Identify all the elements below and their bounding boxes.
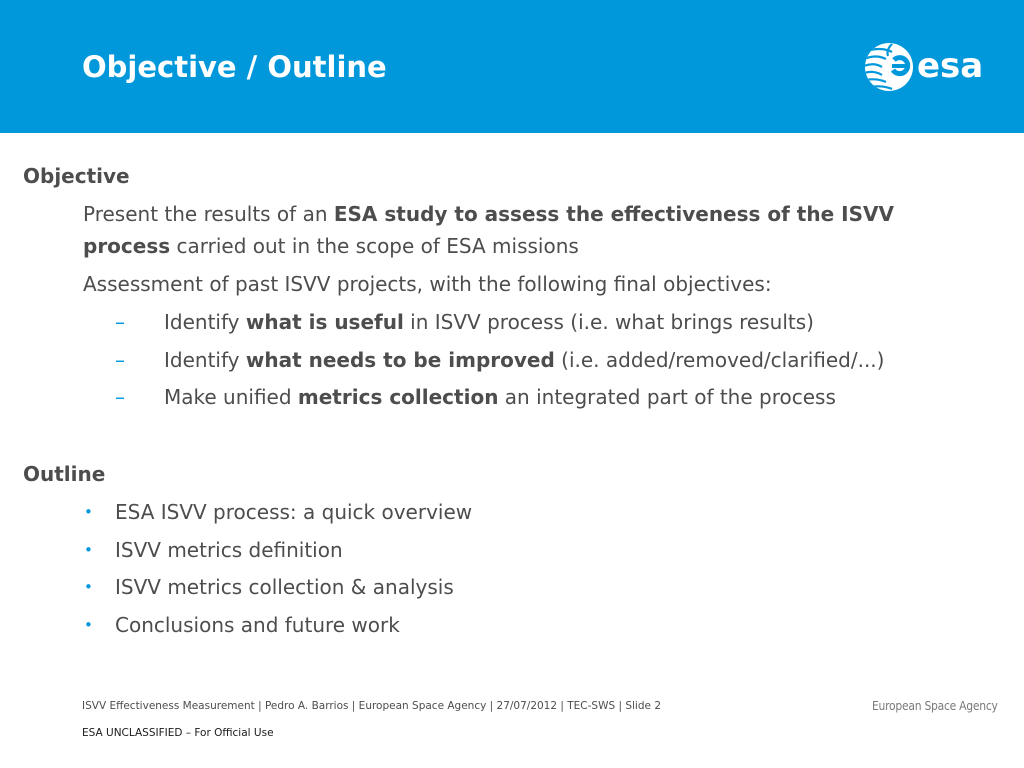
bullet-marker: • [84,578,93,596]
bullet-marker: • [84,503,93,521]
slide-title: Objective / Outline [82,50,387,84]
objective-heading: Objective [23,164,130,188]
outline-item-text: ISVV metrics collection & analysis [115,575,454,599]
bullet-marker: • [84,541,93,559]
item-bold: metrics collection [297,385,499,409]
outline-heading: Outline [23,462,106,486]
para1-text-after: carried out in the scope of ESA missions [170,234,579,258]
item-post: in ISVV process (i.e. what brings results) [403,310,814,334]
logo-wordmark: esa [917,46,984,86]
objective-paragraph-1 [83,198,983,262]
objective-item-text [164,383,836,411]
objective-paragraph-2: Assessment of past ISVV projects, with the following final objectives: [83,272,772,296]
dash-marker: – [115,385,125,409]
item-pre: Make unified [164,385,298,409]
item-pre: Identify [164,348,246,372]
para1-text-before: Present the results of an [83,202,334,226]
item-bold: what is useful [245,310,404,334]
outline-item-text: ISVV metrics definition [115,538,343,562]
para1-text-bold: ESA study to assess the effectiveness of the ISVV process [83,202,894,258]
classification-label: ESA UNCLASSIFIED – For Official Use [82,727,274,739]
outline-item-text: Conclusions and future work [115,613,400,637]
item-pre: Identify [164,310,246,334]
dash-marker: – [115,310,125,334]
objective-item-text [164,346,884,374]
item-post: (i.e. added/removed/clarified/...) [554,348,885,372]
esa-logo-icon [862,40,1002,96]
item-bold: what needs to be improved [245,348,555,372]
bullet-marker: • [84,616,93,634]
dash-marker: – [115,348,125,372]
agency-wordmark: European Space Agency [872,699,998,713]
objective-item-text [164,308,814,336]
item-post: an integrated part of the process [498,385,836,409]
outline-item-text: ESA ISVV process: a quick overview [115,500,473,524]
esa-logo [862,40,1002,96]
footer-info: ISVV Effectiveness Measurement | Pedro A. Barrios | European Space Agency | 27/07/2012 | TEC-SWS | Slide 2 [82,700,661,712]
